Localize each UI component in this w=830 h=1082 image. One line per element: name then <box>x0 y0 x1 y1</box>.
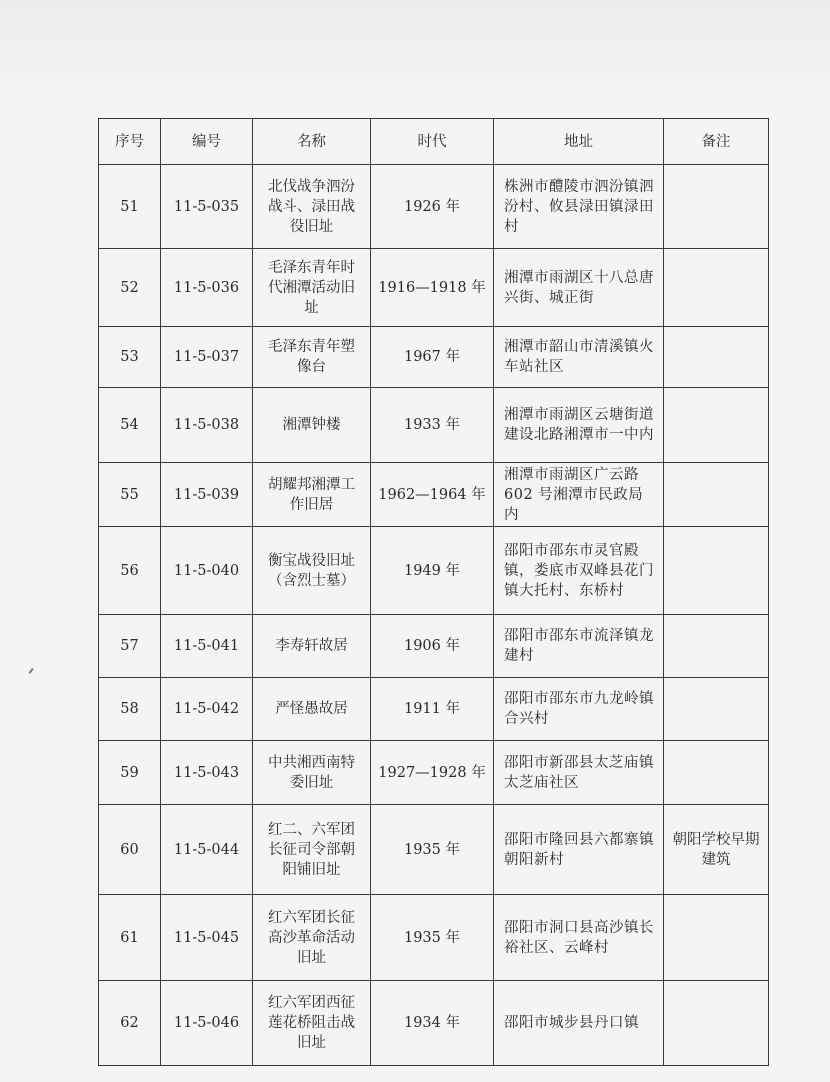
cell-code: 11-5-045 <box>161 895 253 981</box>
cell-name: 北伐战争泗汾战斗、渌田战役旧址 <box>253 165 371 249</box>
header-address: 地址 <box>494 119 664 165</box>
cell-name: 衡宝战役旧址（含烈士墓） <box>253 527 371 615</box>
cell-seq: 56 <box>99 527 161 615</box>
header-seq: 序号 <box>99 119 161 165</box>
cell-era: 1949 年 <box>371 527 494 615</box>
cell-code: 11-5-044 <box>161 805 253 895</box>
header-note: 备注 <box>664 119 769 165</box>
cell-seq: 59 <box>99 741 161 805</box>
cell-note: 朝阳学校早期建筑 <box>664 805 769 895</box>
table-row <box>99 741 769 805</box>
table-row <box>99 895 769 981</box>
heritage-table-container <box>98 118 769 1066</box>
cell-seq: 52 <box>99 249 161 327</box>
header-era: 时代 <box>371 119 494 165</box>
cell-address: 湘潭市韶山市清溪镇火车站社区 <box>494 327 664 388</box>
cell-code: 11-5-043 <box>161 741 253 805</box>
cell-address: 邵阳市洞口县高沙镇长裕社区、云峰村 <box>494 895 664 981</box>
cell-note <box>664 895 769 981</box>
cell-name: 毛泽东青年塑像台 <box>253 327 371 388</box>
cell-code: 11-5-039 <box>161 463 253 527</box>
cell-seq: 53 <box>99 327 161 388</box>
cell-seq: 61 <box>99 895 161 981</box>
cell-name: 李寿轩故居 <box>253 615 371 678</box>
cell-code: 11-5-042 <box>161 678 253 741</box>
cell-era: 1916—1918 年 <box>371 249 494 327</box>
cell-note <box>664 615 769 678</box>
page-top-shade <box>0 0 830 110</box>
table-row <box>99 615 769 678</box>
cell-name: 中共湘西南特委旧址 <box>253 741 371 805</box>
cell-note <box>664 165 769 249</box>
cell-address: 邵阳市邵东市九龙岭镇合兴村 <box>494 678 664 741</box>
cell-seq: 62 <box>99 981 161 1066</box>
cell-note <box>664 678 769 741</box>
cell-code: 11-5-038 <box>161 388 253 463</box>
header-code: 编号 <box>161 119 253 165</box>
cell-era: 1935 年 <box>371 895 494 981</box>
cell-note <box>664 249 769 327</box>
cell-era: 1926 年 <box>371 165 494 249</box>
cell-seq: 54 <box>99 388 161 463</box>
cell-address: 邵阳市新邵县太芝庙镇太芝庙社区 <box>494 741 664 805</box>
cell-era: 1962—1964 年 <box>371 463 494 527</box>
cell-note <box>664 327 769 388</box>
cell-era: 1967 年 <box>371 327 494 388</box>
cell-address: 株洲市醴陵市泗汾镇泗汾村、攸县渌田镇渌田村 <box>494 165 664 249</box>
cell-address: 邵阳市邵东市灵官殿镇，娄底市双峰县花门镇大托村、东桥村 <box>494 527 664 615</box>
table-header-row <box>99 119 769 165</box>
cell-note <box>664 463 769 527</box>
cell-address: 湘潭市雨湖区云塘街道建设北路湘潭市一中内 <box>494 388 664 463</box>
table-row <box>99 388 769 463</box>
cell-code: 11-5-046 <box>161 981 253 1066</box>
cell-code: 11-5-040 <box>161 527 253 615</box>
cell-era: 1935 年 <box>371 805 494 895</box>
cell-code: 11-5-036 <box>161 249 253 327</box>
cell-era: 1933 年 <box>371 388 494 463</box>
table-row <box>99 805 769 895</box>
cell-era: 1934 年 <box>371 981 494 1066</box>
cell-seq: 57 <box>99 615 161 678</box>
cell-era: 1927—1928 年 <box>371 741 494 805</box>
heritage-list-table <box>98 118 769 1066</box>
cell-note <box>664 527 769 615</box>
cell-era: 1911 年 <box>371 678 494 741</box>
table-row <box>99 327 769 388</box>
header-name: 名称 <box>253 119 371 165</box>
cell-name: 红六军团西征莲花桥阻击战旧址 <box>253 981 371 1066</box>
cell-name: 湘潭钟楼 <box>253 388 371 463</box>
cell-seq: 58 <box>99 678 161 741</box>
cell-address: 湘潭市雨湖区十八总唐兴街、城正街 <box>494 249 664 327</box>
table-row <box>99 981 769 1066</box>
cell-address: 邵阳市邵东市流泽镇龙建村 <box>494 615 664 678</box>
cell-seq: 51 <box>99 165 161 249</box>
margin-mark <box>29 668 34 674</box>
cell-name: 红六军团长征高沙革命活动旧址 <box>253 895 371 981</box>
cell-name: 红二、六军团长征司令部朝阳铺旧址 <box>253 805 371 895</box>
table-row <box>99 249 769 327</box>
table-row <box>99 165 769 249</box>
table-row <box>99 678 769 741</box>
cell-address: 邵阳市隆回县六都寨镇朝阳新村 <box>494 805 664 895</box>
cell-note <box>664 981 769 1066</box>
table-row <box>99 527 769 615</box>
cell-name: 严怪愚故居 <box>253 678 371 741</box>
cell-note <box>664 741 769 805</box>
cell-name: 胡耀邦湘潭工作旧居 <box>253 463 371 527</box>
cell-era: 1906 年 <box>371 615 494 678</box>
cell-seq: 60 <box>99 805 161 895</box>
cell-note <box>664 388 769 463</box>
table-row <box>99 463 769 527</box>
cell-address: 湘潭市雨湖区广云路602 号湘潭市民政局内 <box>494 463 664 527</box>
cell-seq: 55 <box>99 463 161 527</box>
cell-code: 11-5-041 <box>161 615 253 678</box>
cell-address: 邵阳市城步县丹口镇 <box>494 981 664 1066</box>
cell-name: 毛泽东青年时代湘潭活动旧址 <box>253 249 371 327</box>
cell-code: 11-5-035 <box>161 165 253 249</box>
cell-code: 11-5-037 <box>161 327 253 388</box>
